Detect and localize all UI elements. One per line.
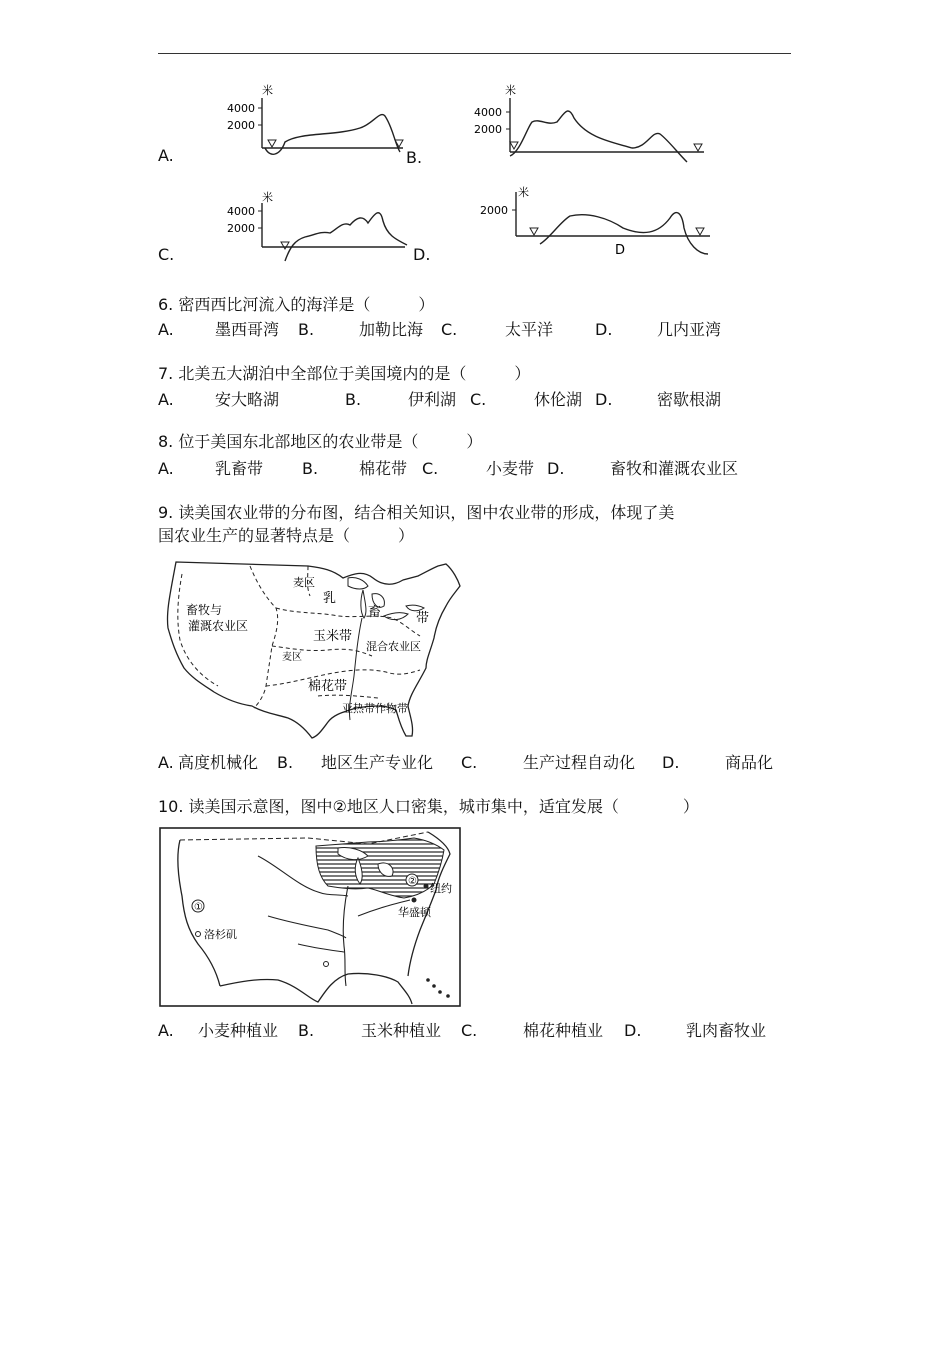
q9-agriculture-map	[158, 556, 468, 742]
q8-option-c-key[interactable]: C.	[422, 459, 439, 478]
la-label: 洛杉矶	[204, 928, 237, 941]
q8-option-c[interactable]: 小麦带	[486, 459, 535, 478]
q9-option-d-key[interactable]: D.	[662, 753, 680, 772]
q7-option-a-key[interactable]: A.	[158, 390, 174, 409]
q8-option-b-key[interactable]: B.	[302, 459, 319, 478]
q7-option-a[interactable]: 安大略湖	[215, 390, 280, 409]
profile-b-chart	[472, 82, 712, 164]
q8-option-a-key[interactable]: A.	[158, 459, 174, 478]
q10-option-d-key[interactable]: D.	[624, 1021, 642, 1040]
q8-option-a[interactable]: 乳畜带	[215, 459, 264, 478]
profile-c-chart	[225, 185, 415, 267]
q8-stem: 8. 位于美国东北部地区的农业带是（ ）	[158, 432, 483, 451]
q10-option-c-key[interactable]: C.	[461, 1021, 478, 1040]
map-label-dairy-a: 乳	[323, 591, 337, 606]
tick-2000: 2000	[480, 204, 508, 217]
q10-option-b[interactable]: 玉米种植业	[361, 1021, 442, 1040]
profile-d-label: D.	[413, 245, 431, 264]
profile-a-chart	[225, 80, 415, 162]
profile-d-inner-label: D	[615, 243, 626, 258]
q6-option-a-key[interactable]: A.	[158, 320, 174, 339]
tick-4000: 4000	[227, 205, 255, 218]
map-label-dairy-c: 带	[416, 611, 430, 626]
map-label-corn: 玉米带	[313, 629, 353, 644]
q7-option-b[interactable]: 伊利湖	[408, 390, 457, 409]
map-label-wheat-north: 麦区	[293, 576, 315, 589]
q7-stem: 7. 北美五大湖泊中全部位于美国境内的是（ ）	[158, 364, 531, 383]
q7-option-c-key[interactable]: C.	[470, 390, 487, 409]
tick-4000: 4000	[227, 102, 255, 115]
q10-option-b-key[interactable]: B.	[298, 1021, 315, 1040]
q7-option-b-key[interactable]: B.	[345, 390, 362, 409]
q9-option-c-key[interactable]: C.	[461, 753, 478, 772]
tick-4000: 4000	[474, 106, 502, 119]
map-label-ranch-2: 灌溉农业区	[188, 619, 249, 633]
profile-d-chart	[478, 182, 718, 264]
region-2-label: ②	[408, 876, 417, 887]
q9-option-c[interactable]: 生产过程自动化	[523, 753, 636, 772]
header-rule	[158, 53, 791, 54]
map-label-subtropical: 亚热带作物带	[342, 702, 408, 715]
q7-option-d[interactable]: 密歇根湖	[657, 390, 722, 409]
tick-2000: 2000	[474, 123, 502, 136]
q10-stem: 10. 读美国示意图，图中②地区人口密集，城市集中，适宜发展（ ）	[158, 797, 699, 816]
q6-stem: 6. 密西西比河流入的海洋是（ ）	[158, 295, 435, 314]
tick-2000: 2000	[227, 119, 255, 132]
q9-stem-line1: 9. 读美国农业带的分布图，结合相关知识，图中农业带的形成，体现了美	[158, 503, 675, 522]
region-1-label: ①	[194, 902, 203, 913]
dc-label: 华盛顿	[398, 906, 431, 919]
q9-option-b[interactable]: 地区生产专业化	[321, 753, 434, 772]
q9-option-d[interactable]: 商品化	[725, 753, 774, 772]
map-label-cotton: 棉花带	[308, 679, 348, 694]
q10-option-c[interactable]: 棉花种植业	[523, 1021, 604, 1040]
q10-option-a-key[interactable]: A.	[158, 1021, 174, 1040]
unit-label: 米	[262, 84, 273, 97]
q9-option-b-key[interactable]: B.	[277, 753, 294, 772]
q10-option-d[interactable]: 乳肉畜牧业	[686, 1021, 767, 1040]
q9-option-a-key[interactable]: A.	[158, 753, 174, 772]
unit-label: 米	[262, 191, 273, 204]
q6-option-a[interactable]: 墨西哥湾	[215, 320, 280, 339]
q9-stem-line2: 国农业生产的显著特点是（ ）	[158, 526, 415, 545]
q6-option-b[interactable]: 加勒比海	[359, 320, 424, 339]
map-label-mixed: 混合农业区	[366, 640, 421, 653]
ny-label: 纽约	[430, 882, 452, 895]
q6-option-c[interactable]: 太平洋	[505, 320, 554, 339]
profile-a-label: A.	[158, 146, 174, 165]
map-label-ranch-1: 畜牧与	[186, 603, 223, 617]
unit-label: 米	[518, 186, 529, 199]
profile-c-label: C.	[158, 245, 175, 264]
unit-label: 米	[505, 84, 516, 97]
q7-option-d-key[interactable]: D.	[595, 390, 613, 409]
q6-option-c-key[interactable]: C.	[441, 320, 458, 339]
q8-option-d-key[interactable]: D.	[547, 459, 565, 478]
q7-option-c[interactable]: 休伦湖	[534, 390, 583, 409]
q6-option-d-key[interactable]: D.	[595, 320, 613, 339]
q10-option-a[interactable]: 小麦种植业	[198, 1021, 279, 1040]
q8-option-b[interactable]: 棉花带	[359, 459, 408, 478]
map-label-wheat-south: 麦区	[282, 652, 302, 663]
q6-option-d[interactable]: 几内亚湾	[657, 320, 722, 339]
q9-option-a[interactable]: 高度机械化	[178, 753, 259, 772]
profile-b-label: B.	[406, 148, 423, 167]
q8-option-d[interactable]: 畜牧和灌溉农业区	[610, 459, 739, 478]
q6-option-b-key[interactable]: B.	[298, 320, 315, 339]
map-label-dairy-b: 畜	[368, 605, 382, 620]
q10-us-map	[158, 826, 462, 1008]
tick-2000: 2000	[227, 222, 255, 235]
